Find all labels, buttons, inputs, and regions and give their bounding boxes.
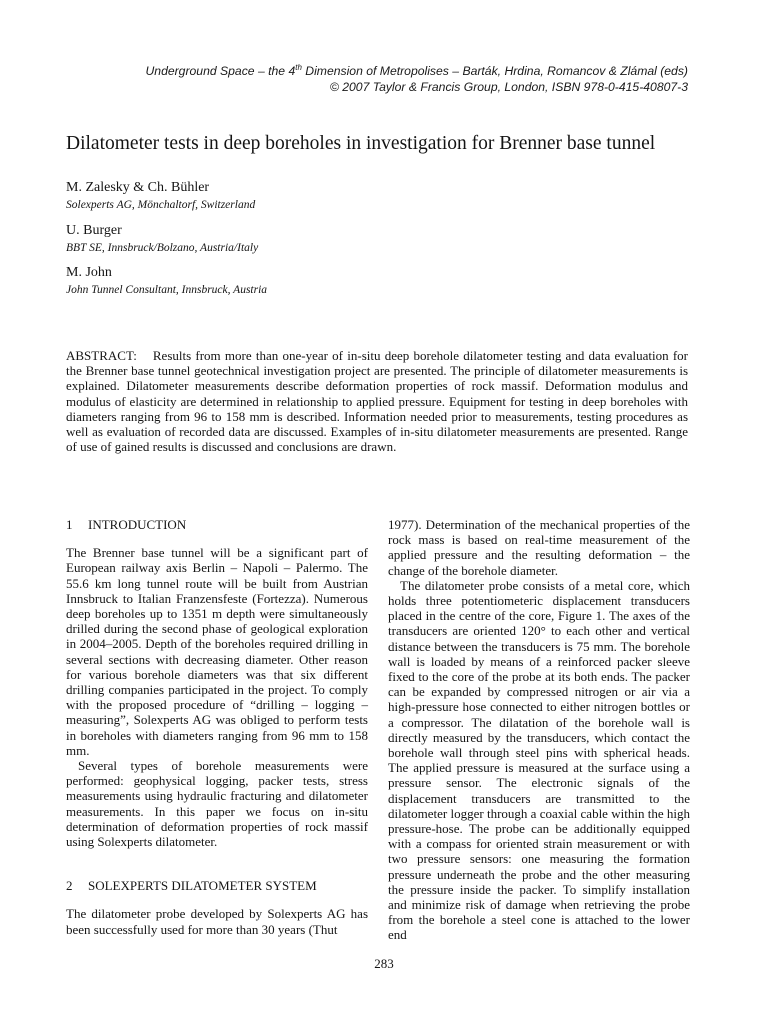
section-title: INTRODUCTION: [88, 517, 187, 532]
left-column: [66, 517, 368, 937]
right-column: [388, 517, 690, 943]
author-names: M. Zalesky & Ch. Bühler: [66, 180, 210, 195]
header-line-2: © 2007 Taylor & Francis Group, London, ISBN 978-0-415-40807-3: [329, 79, 688, 94]
paragraph: The Brenner base tunnel will be a significant part of European railway axis Berlin – Napoli – Palermo. The 55.6 km long tunnel route will be built from Austrian Innsbruck to Italian Franzensfeste (Fortezza). Numerous deep boreholes up to 1351 m depth were simultaneously drilled during the second phase of geological exploration in 2004–2005. Depth of the boreholes required drilling in several sections with decreasing diameter. Other reason for various borehole diameters was that six different drilling companies participated in the project. To comply with the proposed procedure of “drilling – logging – measuring”, Solexperts AG was obliged to perform tests in boreholes with diameters ranging from 96 mm to 158 mm.: [66, 545, 368, 758]
section-title: SOLEXPERTS DILATOMETER SYSTEM: [88, 878, 317, 894]
paragraph: The dilatometer probe developed by Solexperts AG has been successfully used for more than 30 years (Thut: [66, 906, 368, 937]
paragraph: The dilatometer probe consists of a metal core, which holds three potentiometeric displacement transducers placed in the centre of the core, Figure 1. The axes of the transducers are oriented 120° to each other and vertical distance between the transducers is 75 mm. The borehole wall is loaded by means of a reinforced packer sleeve fixed to the core of the probe at its both ends. The packer can be expanded by compressed nitrogen or air via a high-pressure hose connected to either nitrogen bottles or a compressor. The dilatation of the borehole wall is directly measured by the transducers, which contact the borehole wall through steel pins with spherical heads. The applied pressure is measured at the surface using a pressure sensor. The electronic signals of the displacement transducers are transmitted to the dilatometer logger through a coaxial cable within the high pressure-hose. The probe can be additionally equipped with a compass for oriented strain measurement or with two pressure sensors: one measuring the formation pressure underneath the probe and the other measuring the pressure inside the packer. To simplify installation and minimize risk of damage when retrieving the probe from the borehole a steel cone is attached to the lower end: [388, 577, 690, 943]
author-names: U. Burger: [66, 223, 122, 238]
author-affiliation: Solexperts AG, Mönchaltorf, Switzerland: [66, 199, 256, 211]
page-number: 283: [374, 956, 394, 971]
abstract: [66, 348, 688, 454]
abstract-text: Results from more than one-year of in-situ deep borehole dilatometer testing and data evaluation for the Brenner base tunnel geotechnical investigation project are presented. The principle of dilatometer measurements is explained. Dilatometer measurements describe deformation properties of rock massif. Deformation modulus and modulus of elasticity are determined in relationship to applied pressure. Equipment for testing in deep boreholes with diameters ranging from 96 to 158 mm is described. Information needed prior to measurements, testing procedures as well as evaluation of recorded data are discussed. Examples of in-situ dilatometer measurements are presented. Range of use of gained results is discussed and conclusions are drawn.: [66, 348, 688, 455]
section-heading: [66, 517, 368, 532]
paragraph: Several types of borehole measurements were performed: geophysical logging, packer tests, stress measurements using hydraulic fracturing and dilatometer measurements. In this paper we focus on in-situ determination of deformation properties of rock massif using Solexperts dilatometer.: [66, 758, 368, 850]
section-number: 2: [66, 878, 73, 894]
section-number: 1: [66, 517, 73, 532]
paper-title: Dilatometer tests in deep boreholes in investigation for Brenner base tunnel: [66, 133, 656, 154]
author-names: M. John: [66, 265, 112, 280]
running-header: [145, 64, 688, 95]
header-line-1: Underground Space – the 4th Dimension of Metropolises – Barták, Hrdina, Romancov & Zlámal (eds): [145, 62, 688, 78]
abstract-label: ABSTRACT:: [66, 348, 137, 363]
author-affiliation: John Tunnel Consultant, Innsbruck, Austria: [66, 284, 268, 296]
author-affiliation: BBT SE, Innsbruck/Bolzano, Austria/Italy: [66, 242, 259, 254]
section-heading: [66, 878, 368, 893]
paragraph: 1977). Determination of the mechanical properties of the rock mass is based on real-time measurement of the applied pressure and the resulting deformation – the change of the borehole diameter.: [388, 517, 690, 578]
